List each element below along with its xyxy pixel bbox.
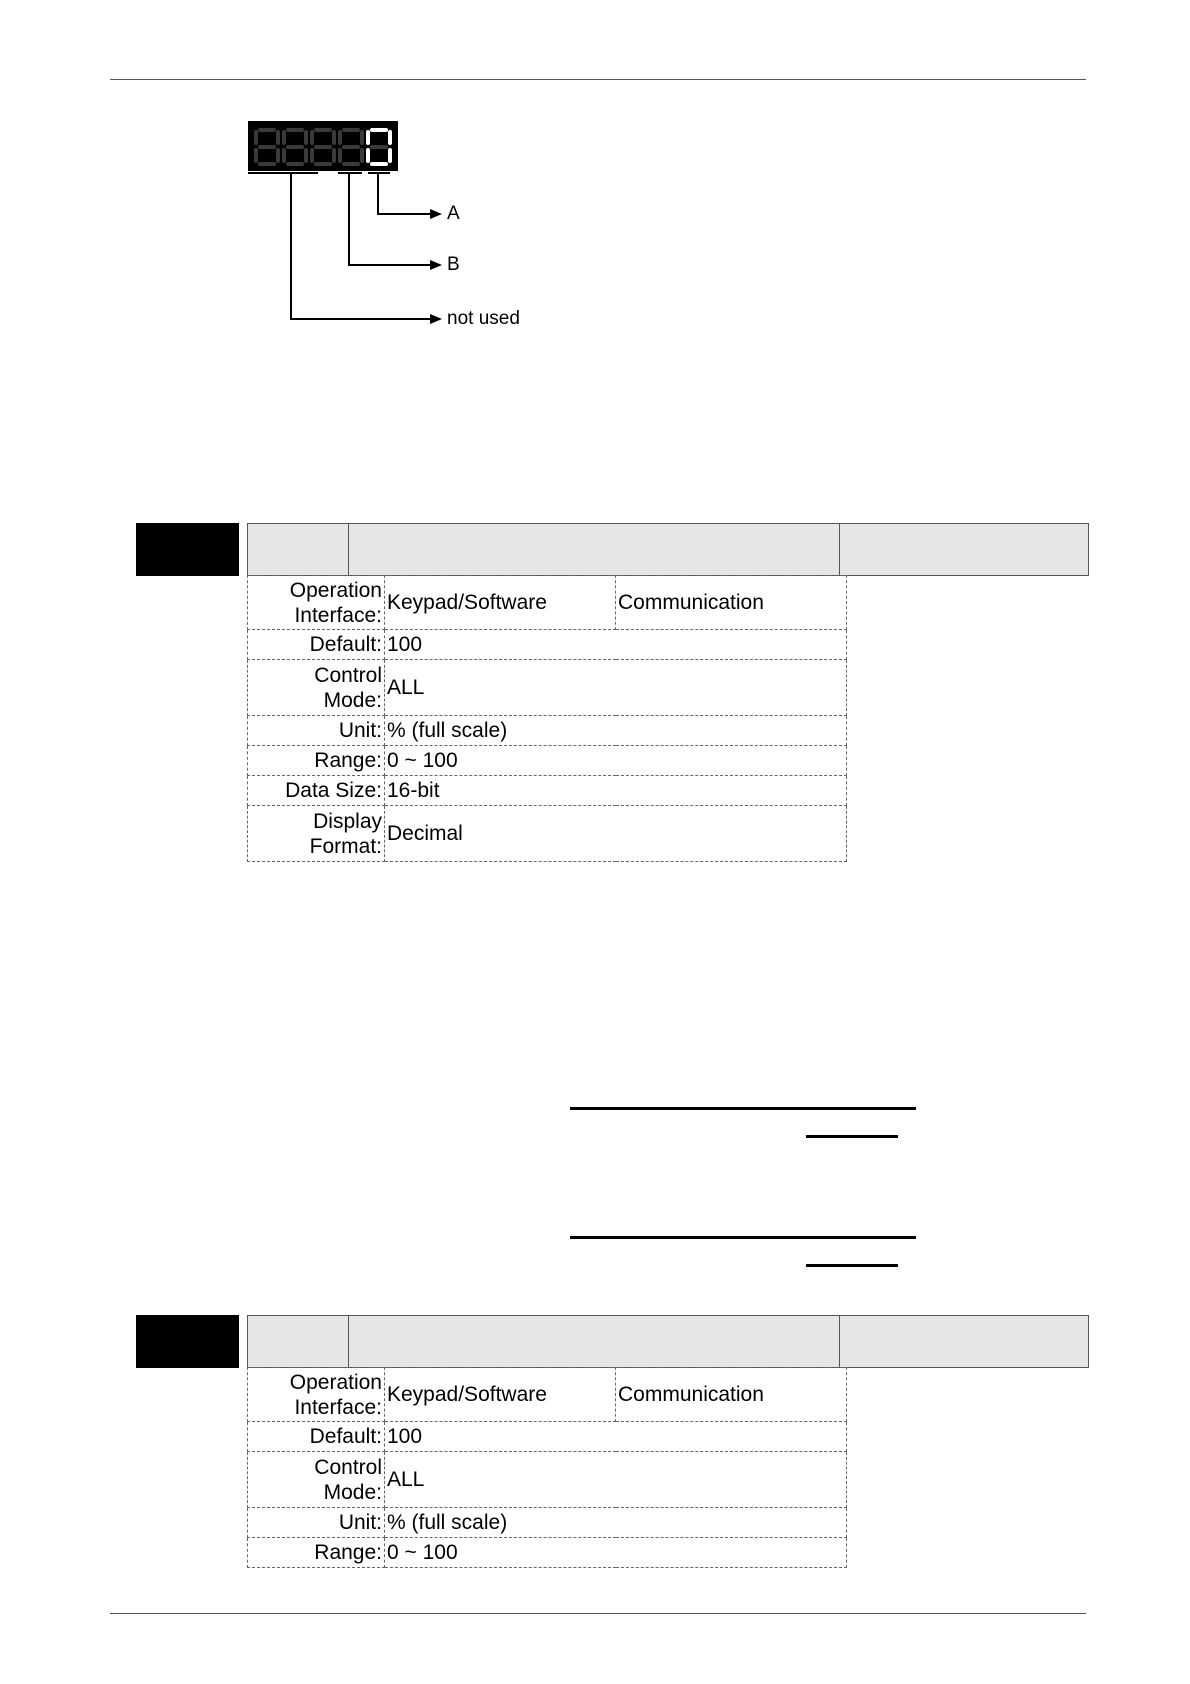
row-label: Control Mode:	[248, 1452, 385, 1508]
leader-b-horizontal	[348, 264, 433, 266]
row-label: Default:	[248, 630, 385, 660]
table-row	[248, 1452, 847, 1508]
row-value: 0 ~ 100	[385, 746, 847, 776]
row-value: 100	[385, 630, 847, 660]
leader-unused-vertical	[290, 173, 292, 319]
param-code-box	[136, 523, 239, 576]
row-value: 100	[385, 1422, 847, 1452]
footer-rule	[110, 1613, 1086, 1614]
leader-a-vertical	[377, 173, 379, 214]
table-row	[248, 1508, 847, 1538]
unlit-digit	[282, 128, 308, 166]
fraction-bar	[570, 1107, 916, 1110]
arrow-b-icon	[430, 260, 442, 270]
table-row	[248, 576, 847, 630]
arrow-unused-icon	[430, 314, 442, 324]
row-label: Unit:	[248, 716, 385, 746]
unlit-digit	[254, 128, 280, 166]
param-address-cell	[247, 523, 349, 576]
row-value-2: Communication	[616, 576, 847, 630]
label-not-used: not used	[447, 308, 520, 329]
row-value: ALL	[385, 1452, 847, 1508]
row-label: Range:	[248, 746, 385, 776]
param-table-1	[247, 575, 847, 862]
table-row	[248, 1538, 847, 1568]
unlit-digit	[338, 128, 364, 166]
param-name-cell	[348, 1315, 840, 1368]
row-value: ALL	[385, 660, 847, 716]
leader-unused-horizontal	[290, 318, 433, 320]
row-value: 0 ~ 100	[385, 1538, 847, 1568]
row-label: Operation Interface:	[248, 1368, 385, 1422]
table-row	[248, 716, 847, 746]
param-ref-cell	[839, 523, 1089, 576]
unlit-digit	[310, 128, 336, 166]
param-table-2	[247, 1367, 847, 1568]
row-label: Control Mode:	[248, 660, 385, 716]
table-row	[248, 746, 847, 776]
table-row	[248, 806, 847, 862]
param-address-cell	[247, 1315, 349, 1368]
table-row	[248, 1422, 847, 1452]
param-name-cell	[348, 523, 840, 576]
label-b: B	[447, 254, 460, 275]
leader-b-vertical	[348, 173, 350, 265]
bracket-b	[338, 172, 362, 174]
table-row	[248, 630, 847, 660]
row-label: Default:	[248, 1422, 385, 1452]
param-code-box	[136, 1315, 239, 1368]
row-label: Unit:	[248, 1508, 385, 1538]
label-a: A	[447, 203, 460, 224]
row-value: Keypad/Software	[385, 1368, 616, 1422]
row-label: Display Format:	[248, 806, 385, 862]
table-row	[248, 660, 847, 716]
arrow-a-icon	[430, 209, 442, 219]
row-value: 16-bit	[385, 776, 847, 806]
seven-segment-display	[248, 121, 398, 171]
row-value: % (full scale)	[385, 716, 847, 746]
row-label: Operation Interface:	[248, 576, 385, 630]
fraction-bar	[570, 1236, 916, 1239]
bracket-unused	[248, 172, 318, 174]
param-ref-cell	[839, 1315, 1089, 1368]
header-rule	[110, 79, 1086, 80]
table-row	[248, 1368, 847, 1422]
row-value: Keypad/Software	[385, 576, 616, 630]
row-value: Decimal	[385, 806, 847, 862]
row-label: Range:	[248, 1538, 385, 1568]
underline	[806, 1264, 898, 1267]
param-header-1	[136, 523, 1089, 576]
underline	[806, 1135, 898, 1138]
row-value: % (full scale)	[385, 1508, 847, 1538]
table-row	[248, 776, 847, 806]
bracket-a	[368, 172, 390, 174]
leader-a-horizontal	[377, 213, 433, 215]
lit-digit-zero	[366, 128, 392, 166]
row-value-2: Communication	[616, 1368, 847, 1422]
row-label: Data Size:	[248, 776, 385, 806]
param-header-2	[136, 1315, 1089, 1368]
